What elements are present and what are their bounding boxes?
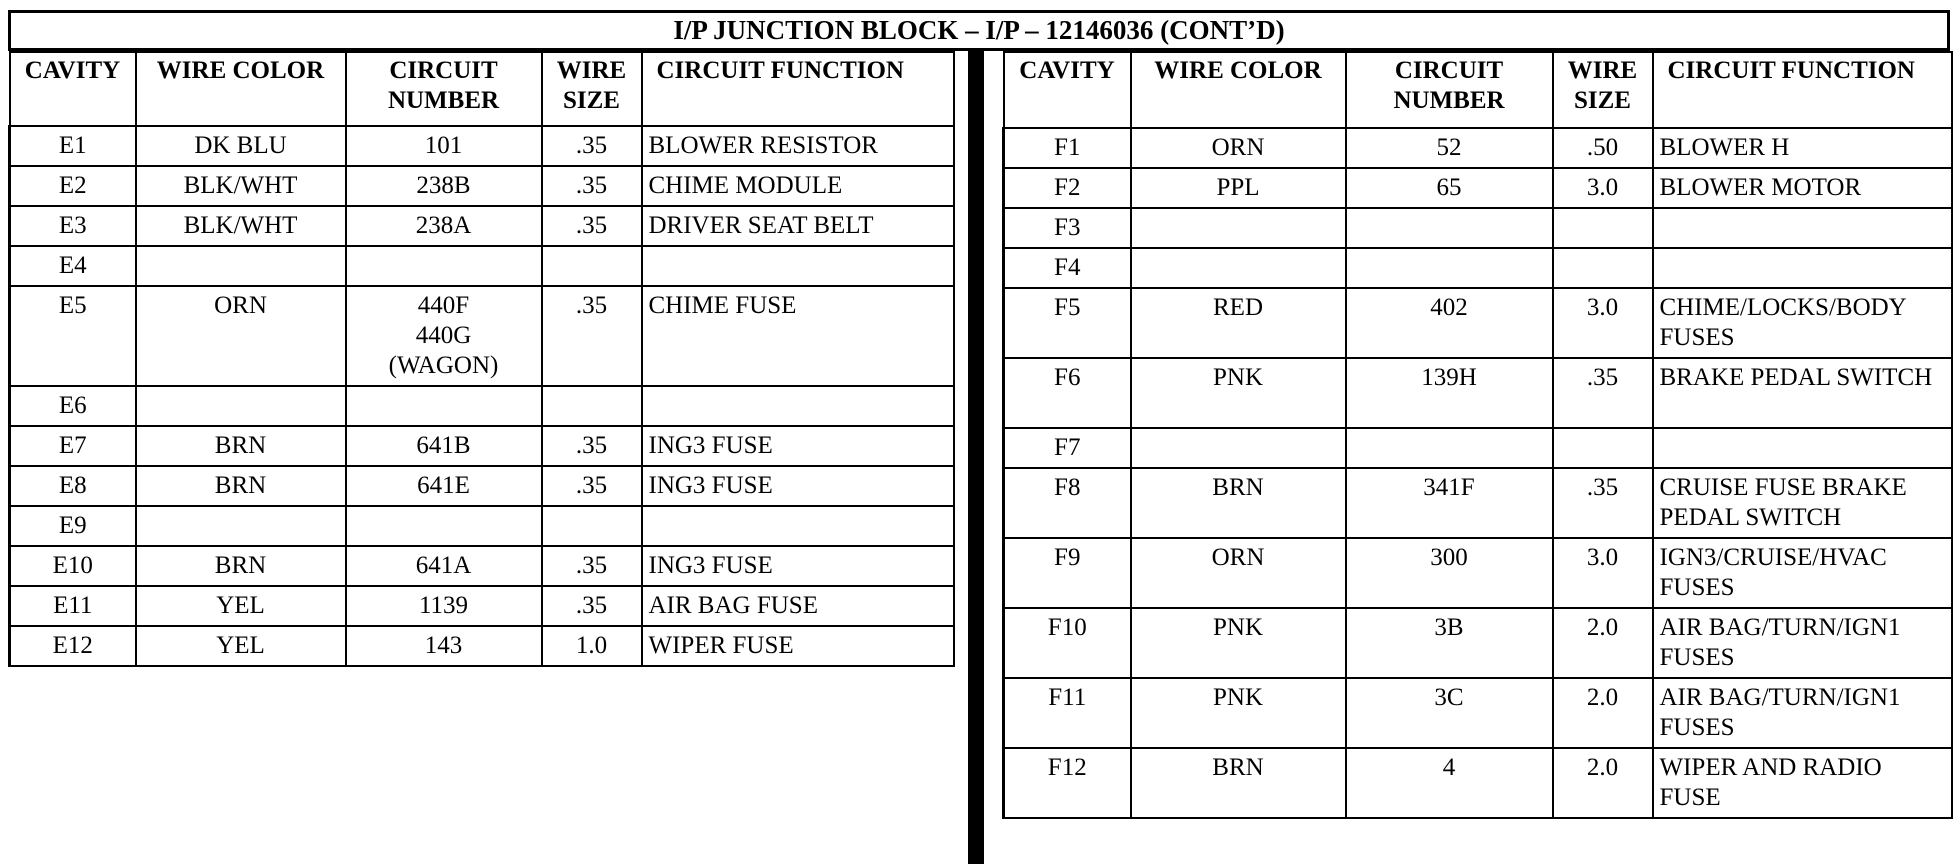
circuit-function-cell: CHIME FUSE <box>642 286 954 386</box>
circuit-number-cell: 1139 <box>346 586 542 626</box>
circuit-number-cell: 440F 440G (WAGON) <box>346 286 542 386</box>
table-row <box>1004 358 1952 428</box>
cavity-cell: E11 <box>10 586 136 626</box>
circuit-function-cell: BRAKE PEDAL SWITCH <box>1653 358 1952 428</box>
wire-color-header: WIRE COLOR <box>1131 52 1346 128</box>
circuit-function-header: CIRCUIT FUNCTION <box>642 52 954 126</box>
cavity-cell: F8 <box>1004 468 1131 538</box>
cavity-cell: F12 <box>1004 748 1131 818</box>
wire-color-cell: YEL <box>136 626 346 666</box>
wire-size-cell <box>1553 248 1653 288</box>
circuit-function-cell: AIR BAG FUSE <box>642 586 954 626</box>
cavity-cell: F9 <box>1004 538 1131 608</box>
cavity-cell: F3 <box>1004 208 1131 248</box>
wire-size-cell: .35 <box>1553 468 1653 538</box>
wire-size-header: WIRE SIZE <box>542 52 642 126</box>
wire-color-cell: PNK <box>1131 678 1346 748</box>
wire-size-cell: 3.0 <box>1553 168 1653 208</box>
circuit-number-cell: 341F <box>1346 468 1553 538</box>
table-row <box>1004 608 1952 678</box>
table-row <box>1004 748 1952 818</box>
table-row <box>1004 538 1952 608</box>
circuit-function-cell: BLOWER H <box>1653 128 1952 168</box>
circuit-number-cell: 139H <box>1346 358 1553 428</box>
circuit-number-header: CIRCUIT NUMBER <box>1346 52 1553 128</box>
circuit-function-cell: BLOWER RESISTOR <box>642 126 954 166</box>
page-title: I/P JUNCTION BLOCK – I/P – 12146036 (CONT’D) <box>8 10 1950 51</box>
table-row <box>10 206 954 246</box>
cavity-cell: F11 <box>1004 678 1131 748</box>
wire-size-cell <box>1553 208 1653 248</box>
wire-size-cell: .35 <box>542 286 642 386</box>
circuit-function-cell: BLOWER MOTOR <box>1653 168 1952 208</box>
circuit-function-cell <box>1653 428 1952 468</box>
table-row <box>10 626 954 666</box>
circuit-function-cell: AIR BAG/TURN/IGN1 FUSES <box>1653 608 1952 678</box>
cavity-cell: E12 <box>10 626 136 666</box>
cavity-cell: E4 <box>10 246 136 286</box>
circuit-number-cell: 65 <box>1346 168 1553 208</box>
circuit-function-cell: CHIME MODULE <box>642 166 954 206</box>
wire-size-cell <box>542 506 642 546</box>
circuit-number-cell <box>1346 208 1553 248</box>
table-row <box>1004 288 1952 358</box>
table-row <box>1004 678 1952 748</box>
circuit-number-cell: 402 <box>1346 288 1553 358</box>
wire-size-cell <box>542 246 642 286</box>
wire-color-cell: BLK/WHT <box>136 166 346 206</box>
cavity-cell: F1 <box>1004 128 1131 168</box>
circuit-number-cell: 101 <box>346 126 542 166</box>
table-row <box>10 546 954 586</box>
circuit-function-cell <box>642 506 954 546</box>
wire-size-cell: .50 <box>1553 128 1653 168</box>
cavity-cell: F4 <box>1004 248 1131 288</box>
circuit-function-cell: ING3 FUSE <box>642 466 954 506</box>
circuit-number-cell <box>1346 248 1553 288</box>
table-row <box>10 166 954 206</box>
wire-color-cell: BRN <box>136 426 346 466</box>
wire-color-cell <box>1131 208 1346 248</box>
cavity-cell: E1 <box>10 126 136 166</box>
wire-color-cell: BLK/WHT <box>136 206 346 246</box>
circuit-function-cell: ING3 FUSE <box>642 546 954 586</box>
table-row <box>1004 428 1952 468</box>
cavity-cell: E3 <box>10 206 136 246</box>
wire-color-cell <box>1131 248 1346 288</box>
wire-size-cell: 2.0 <box>1553 748 1653 818</box>
table-row <box>1004 168 1952 208</box>
circuit-number-cell: 641E <box>346 466 542 506</box>
table-row <box>10 126 954 166</box>
circuit-number-cell <box>346 506 542 546</box>
wire-size-cell <box>542 386 642 426</box>
wire-size-cell: .35 <box>542 206 642 246</box>
wire-color-cell: DK BLU <box>136 126 346 166</box>
wire-size-cell: .35 <box>542 126 642 166</box>
circuit-number-cell: 4 <box>1346 748 1553 818</box>
circuit-function-cell: ING3 FUSE <box>642 426 954 466</box>
table-row <box>10 586 954 626</box>
circuit-number-cell: 143 <box>346 626 542 666</box>
table-row <box>10 386 954 426</box>
table-row <box>1004 208 1952 248</box>
wire-color-cell: BRN <box>136 546 346 586</box>
wire-size-cell: 2.0 <box>1553 608 1653 678</box>
center-divider <box>968 51 984 864</box>
wire-size-cell: 3.0 <box>1553 288 1653 358</box>
wire-size-cell: .35 <box>1553 358 1653 428</box>
table-row <box>10 246 954 286</box>
circuit-number-cell: 52 <box>1346 128 1553 168</box>
cavity-cell: F2 <box>1004 168 1131 208</box>
wire-color-cell: ORN <box>1131 538 1346 608</box>
circuit-function-cell <box>1653 208 1952 248</box>
wire-color-cell: PPL <box>1131 168 1346 208</box>
circuit-function-cell <box>642 386 954 426</box>
table-header-row <box>10 52 954 126</box>
wire-color-cell: PNK <box>1131 608 1346 678</box>
table-row <box>1004 128 1952 168</box>
wire-color-cell: BRN <box>1131 748 1346 818</box>
wire-size-header: WIRE SIZE <box>1553 52 1653 128</box>
wire-color-cell <box>1131 428 1346 468</box>
cavity-cell: E5 <box>10 286 136 386</box>
table-row <box>10 286 954 386</box>
circuit-function-cell: CHIME/LOCKS/BODY FUSES <box>1653 288 1952 358</box>
circuit-number-cell <box>346 246 542 286</box>
wire-size-cell: .35 <box>542 466 642 506</box>
table-row <box>10 426 954 466</box>
cavity-cell: E6 <box>10 386 136 426</box>
wire-size-cell: .35 <box>542 586 642 626</box>
circuit-number-cell <box>346 386 542 426</box>
left-wiring-table <box>8 51 955 667</box>
circuit-number-header: CIRCUIT NUMBER <box>346 52 542 126</box>
wire-color-cell: RED <box>1131 288 1346 358</box>
wire-color-cell <box>136 386 346 426</box>
cavity-header: CAVITY <box>10 52 136 126</box>
table-row <box>1004 468 1952 538</box>
circuit-number-cell: 238B <box>346 166 542 206</box>
circuit-number-cell: 3C <box>1346 678 1553 748</box>
circuit-number-cell: 641A <box>346 546 542 586</box>
cavity-cell: E10 <box>10 546 136 586</box>
wire-color-cell: YEL <box>136 586 346 626</box>
table-row <box>1004 248 1952 288</box>
cavity-header: CAVITY <box>1004 52 1131 128</box>
circuit-function-cell: DRIVER SEAT BELT <box>642 206 954 246</box>
circuit-function-cell <box>1653 248 1952 288</box>
wire-size-cell: 3.0 <box>1553 538 1653 608</box>
wire-color-header: WIRE COLOR <box>136 52 346 126</box>
wire-color-cell: BRN <box>1131 468 1346 538</box>
wire-color-cell <box>136 506 346 546</box>
wire-size-cell: 2.0 <box>1553 678 1653 748</box>
wire-color-cell <box>136 246 346 286</box>
wire-size-cell: .35 <box>542 426 642 466</box>
wire-color-cell: PNK <box>1131 358 1346 428</box>
wire-size-cell <box>1553 428 1653 468</box>
table-header-row <box>1004 52 1952 128</box>
cavity-cell: E7 <box>10 426 136 466</box>
wire-size-cell: 1.0 <box>542 626 642 666</box>
circuit-function-cell: WIPER AND RADIO FUSE <box>1653 748 1952 818</box>
wire-color-cell: BRN <box>136 466 346 506</box>
circuit-number-cell: 300 <box>1346 538 1553 608</box>
cavity-cell: F6 <box>1004 358 1131 428</box>
cavity-cell: F5 <box>1004 288 1131 358</box>
wire-color-cell: ORN <box>1131 128 1346 168</box>
circuit-number-cell <box>1346 428 1553 468</box>
circuit-function-cell: AIR BAG/TURN/IGN1 FUSES <box>1653 678 1952 748</box>
cavity-cell: E8 <box>10 466 136 506</box>
circuit-number-cell: 3B <box>1346 608 1553 678</box>
circuit-function-cell: WIPER FUSE <box>642 626 954 666</box>
circuit-number-cell: 238A <box>346 206 542 246</box>
table-row <box>10 506 954 546</box>
wire-size-cell: .35 <box>542 166 642 206</box>
cavity-cell: E9 <box>10 506 136 546</box>
table-row <box>10 466 954 506</box>
circuit-function-cell: IGN3/CRUISE/HVAC FUSES <box>1653 538 1952 608</box>
wire-color-cell: ORN <box>136 286 346 386</box>
circuit-function-cell: CRUISE FUSE BRAKE PEDAL SWITCH <box>1653 468 1952 538</box>
right-wiring-table <box>1002 51 1953 819</box>
wire-size-cell: .35 <box>542 546 642 586</box>
cavity-cell: E2 <box>10 166 136 206</box>
cavity-cell: F10 <box>1004 608 1131 678</box>
circuit-number-cell: 641B <box>346 426 542 466</box>
circuit-function-cell <box>642 246 954 286</box>
circuit-function-header: CIRCUIT FUNCTION <box>1653 52 1952 128</box>
cavity-cell: F7 <box>1004 428 1131 468</box>
